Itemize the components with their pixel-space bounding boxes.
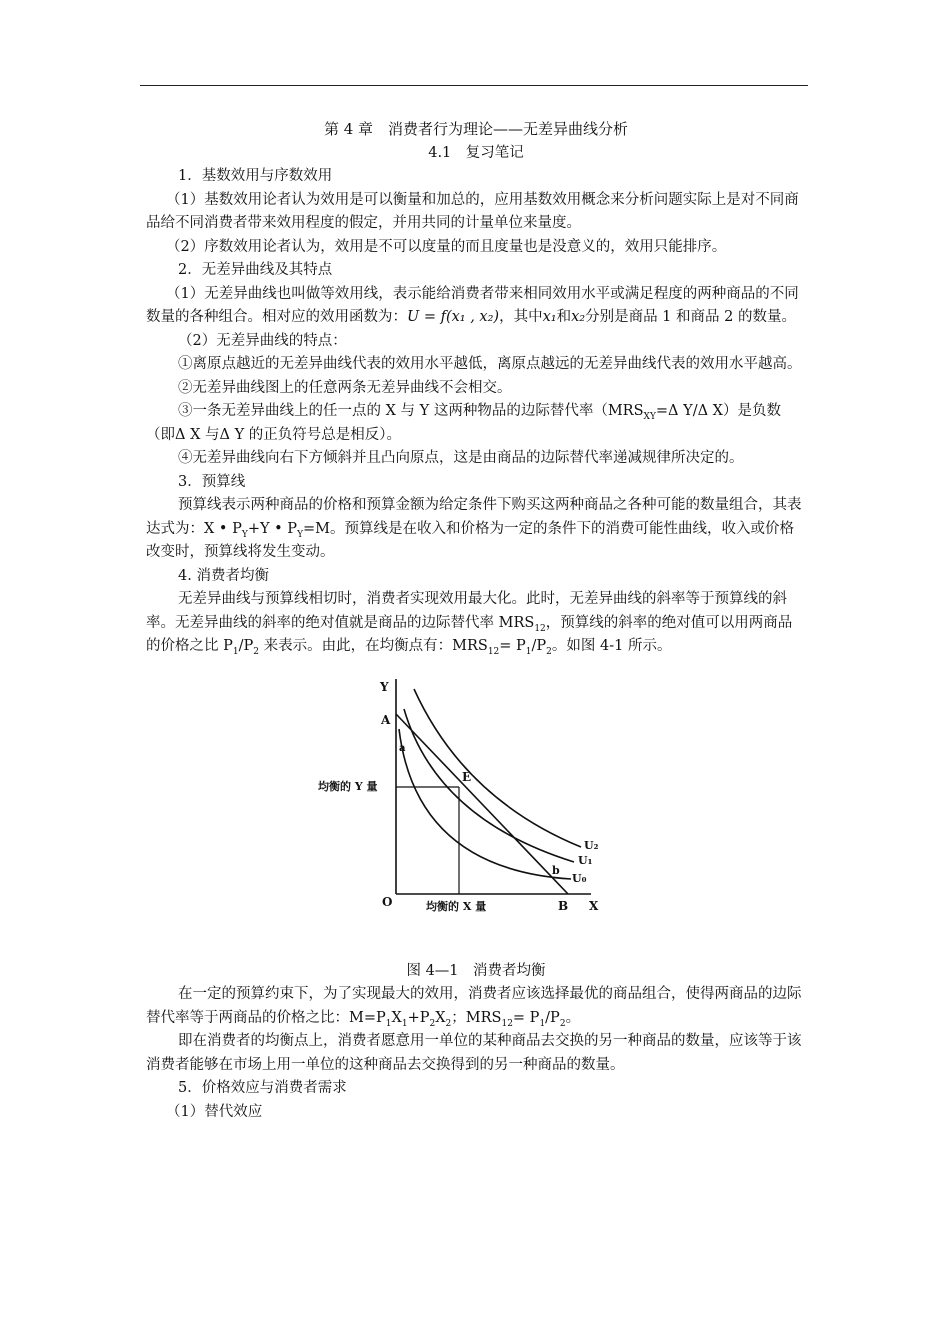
label-u1: U₁ (578, 853, 593, 867)
after-para-1: 在一定的预算约束下，为了实现最大的效用，消费者应该选择最优的商品组合，使得两商品的边际替代率等于两商品的价格之比：$M=P_1X_1+P_2X_2$；$MRS_{12}= P_1/P_2$。 (146, 986, 802, 1029)
section-4-heading: 4. 消费者均衡 (178, 567, 269, 584)
utility-function: U = f(x₁ , x₂) (407, 309, 500, 325)
section-1-para-1: （1）基数效用论者认为效用是可以衡量和加总的，应用基数效用概念来分析问题实际上是对不同商品给不同消费者带来效用程度的假定，并用共同的计量单位来量度。 (146, 191, 799, 231)
section-5-heading: 5．价格效应与消费者需求 (178, 1080, 347, 1096)
label-eq-x: 均衡的 X 量 (426, 899, 487, 913)
page-body (146, 118, 806, 1124)
section-3-para: 预算线表示两种商品的价格和预算金额为给定条件下购买这两种商品之各种可能的数量组合，其表达式为：X • $P_Y+Y$ • $P_Y=M$。预算线是在收入和价格为一定的条件下的消费可能性曲线，收入或价格改变时，预算线将发生变动。 (146, 497, 802, 560)
section-2-heading: 2．无差异曲线及其特点 (178, 262, 333, 278)
label-x: X (589, 898, 599, 913)
consumer-equilibrium-figure (146, 669, 806, 954)
section-2-para-2: （2）无差异曲线的特点： (178, 332, 347, 349)
indifference-curve-u2 (414, 689, 581, 847)
feature-2: ②无差异曲线图上的任意两条无差异曲线不会相交。 (178, 379, 512, 396)
section-1-para-2: （2）序数效用论者认为，效用是不可以度量的而且度量也是没意义的，效用只能排序。 (166, 238, 727, 255)
budget-line (396, 714, 568, 894)
label-eq-y: 均衡的 Y 量 (318, 779, 378, 793)
section-1-heading: 1．基数效用与序数效用 (178, 168, 333, 184)
label-b: B (558, 898, 569, 913)
figure-caption: 图 4—1 消费者均衡 (406, 962, 546, 979)
section-4-para: 无差异曲线与预算线相切时，消费者实现效用最大化。此时，无差异曲线的斜率等于预算线的斜率。无差异曲线的斜率的绝对值就是商品的边际替代率 $MRS_{12}$，预算线的斜率的绝对值可以用两商品的价格之比 $P_1/P_2$ 来表示。由此，在均衡点有：$MRS_{12}= P_1/P_2$。如图 4-1 所示。 (146, 591, 793, 657)
section-title: 4.1 复习笔记 (428, 144, 524, 161)
header-rule (140, 85, 808, 86)
label-e: E (462, 769, 472, 784)
feature-3: ③一条无差异曲线上的任一点的 X 与 Y 这两种物品的边际替代率（$MRS_{XY}=\Delta$ Y/Δ X）是负数（即Δ X 与Δ Y 的正负符号总是相反）。 (146, 403, 781, 443)
label-point-a: a (399, 742, 406, 754)
label-point-b: b (552, 863, 560, 877)
label-u2: U₂ (584, 838, 599, 852)
chapter-title: 第 4 章 消费者行为理论——无差异曲线分析 (323, 120, 629, 138)
section-3-heading: 3．预算线 (178, 473, 246, 490)
indifference-curve-u0 (399, 729, 571, 879)
feature-4: ④无差异曲线向右下方倾斜并且凸向原点，这是由商品的边际替代率递减规律所决定的。 (178, 450, 744, 466)
equilibrium-diagram (146, 669, 806, 954)
feature-1: ①离原点越近的无差异曲线代表的效用水平越低，离原点越远的无差异曲线代表的效用水平越高。 (178, 356, 802, 372)
label-u0: U₀ (572, 871, 587, 885)
indifference-curve-u1 (404, 709, 574, 862)
label-o: O (382, 894, 393, 909)
after-para-2: 即在消费者的均衡点上，消费者愿意用一单位的某种商品去交换的另一种商品的数量，应该等于该消费者能够在市场上用一单位的这种商品去交换得到的另一种商品的数量。 (146, 1033, 802, 1073)
label-y: Y (380, 679, 389, 694)
section-5-para-1: （1）替代效应 (166, 1103, 263, 1120)
label-a: A (381, 712, 391, 727)
section-2-para-1: （1）无差异曲线也叫做等效用线，表示能给消费者带来相同效用水平或满足程度的两种商品的不同数量的各种组合。相对应的效用函数为：U = f(x₁ , x₂)，其中x₁和x₂分别是商品 1 和商品 2 的数量。 (146, 285, 799, 325)
